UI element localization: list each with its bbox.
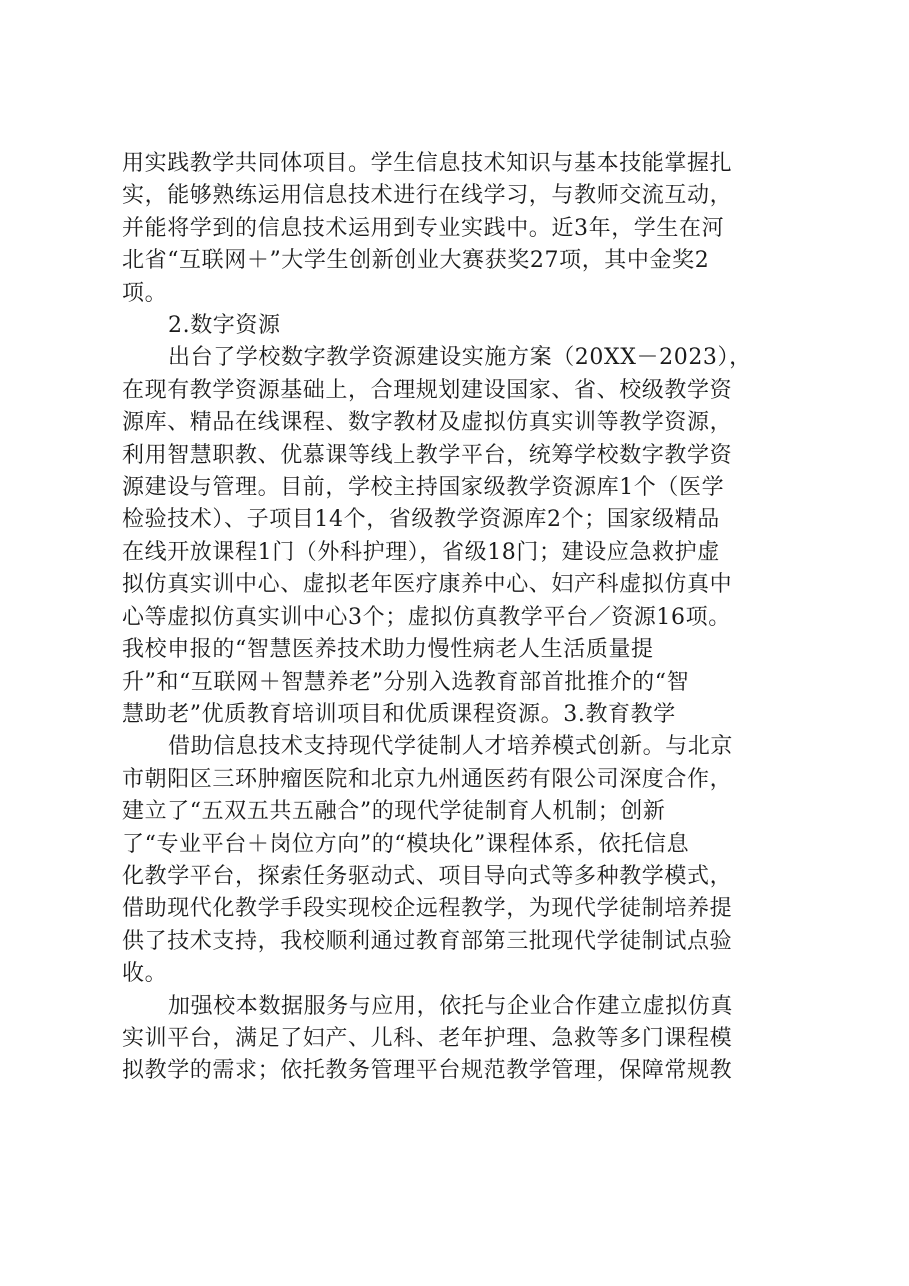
text-line: 拟仿真实训中心、虚拟老年医疗康养中心、妇产科虚拟仿真中: [122, 572, 733, 598]
text-line: 在线开放课程1门（外科护理），省级18门；建设应急救护虚: [122, 539, 720, 565]
document-body: [122, 148, 804, 1088]
text-line: 供了技术支持，我校顺利通过教育部第三批现代学徒制试点验: [122, 928, 733, 954]
text-line: 出台了学校数字教学资源建设实施方案（20XX－2023），: [168, 345, 752, 371]
text-line: 项。: [122, 280, 168, 306]
text-line: 利用智慧职教、优慕课等线上教学平台，统筹学校数字教学资: [122, 442, 733, 468]
text-line: 检验技术）、子项目14个，省级教学资源库2个；国家级精品: [122, 507, 720, 533]
text-line: 了“专业平台＋岗位方向”的“模块化”课程体系，依托信息: [122, 831, 690, 857]
paragraph-p2: [122, 310, 804, 342]
text-line: 北省“互联网＋”大学生创新创业大赛获奖27项，其中金奖2: [122, 248, 710, 274]
text-line: 市朝阳区三环肿瘤医院和北京九州通医药有限公司深度合作，: [122, 766, 733, 792]
text-line: 用实践教学共同体项目。学生信息技术知识与基本技能掌握扎: [122, 151, 733, 176]
paragraph-p4: [122, 731, 804, 990]
text-line: 拟教学的需求；依托教务管理平台规范教学管理，保障常规教: [122, 1058, 733, 1084]
paragraph-p1: [122, 148, 804, 310]
text-line: 实训平台，满足了妇产、儿科、老年护理、急救等多门课程模: [122, 1025, 733, 1051]
text-line: 慧助老”优质教育培训项目和优质课程资源。3.教育教学: [122, 701, 676, 727]
text-line: 源库、精品在线课程、数字教材及虚拟仿真实训等教学资源，: [122, 410, 733, 436]
paragraph-p3: [122, 342, 804, 731]
text-line: 2.数字资源: [168, 313, 281, 339]
text-line: 化教学平台，探索任务驱动式、项目导向式等多种教学模式，: [122, 863, 733, 889]
text-line: 心等虚拟仿真实训中心3个；虚拟仿真教学平台／资源16项。: [122, 604, 731, 630]
text-line: 加强校本数据服务与应用，依托与企业合作建立虚拟仿真: [168, 993, 734, 1019]
text-line: 源建设与管理。目前，学校主持国家级教学资源库1个（医学: [122, 475, 725, 501]
text-line: 收。: [122, 961, 168, 987]
text-line: 借助现代化教学手段实现校企远程教学，为现代学徒制培养提: [122, 896, 733, 922]
text-line: 在现有教学资源基础上，合理规划建设国家、省、校级教学资: [122, 377, 733, 403]
text-line: 升”和“互联网＋智慧养老”分别入选教育部首批推介的“智: [122, 669, 690, 695]
paragraph-p5: [122, 991, 804, 1088]
text-line: 建立了“五双五共五融合”的现代学徒制育人机制；创新: [122, 799, 666, 825]
text-line: 并能将学到的信息技术运用到专业实践中。近3年，学生在河: [122, 215, 725, 241]
text-line: 我校申报的“智慧医养技术助力慢性病老人生活质量提: [122, 637, 654, 663]
text-line: 借助信息技术支持现代学徒制人才培养模式创新。与北京: [168, 734, 734, 760]
text-line: 实，能够熟练运用信息技术进行在线学习，与教师交流互动，: [122, 183, 733, 209]
